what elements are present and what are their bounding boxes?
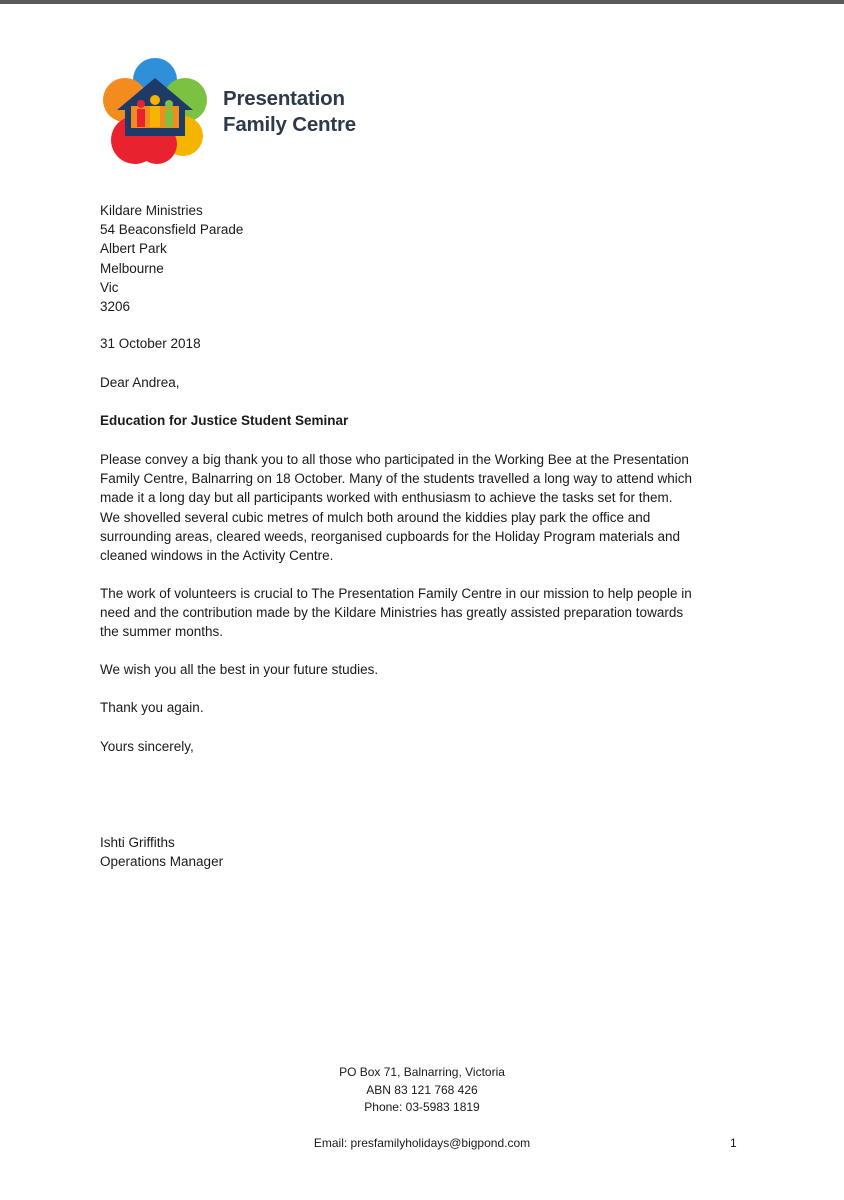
paragraph-line: Please convey a big thank you to all those who participated in the Working Bee at the Presentation [100, 452, 689, 467]
body-paragraph-2 [100, 584, 692, 642]
paragraph-line: cleaned windows in the Activity Centre. [100, 548, 334, 564]
recipient-address [100, 201, 243, 316]
address-line: Kildare Ministries [100, 203, 203, 218]
address-line: Melbourne [100, 260, 164, 276]
address-line: Albert Park [100, 241, 167, 257]
salutation: Dear Andrea, [100, 375, 180, 390]
letter-date: 31 October 2018 [100, 336, 201, 351]
paragraph-line: surrounding areas, cleared weeds, reorganised cupboards for the Holiday Program materials and [100, 528, 681, 544]
organization-name-line2: Family Centre [223, 113, 356, 136]
paragraph-line: The work of volunteers is crucial to The Presentation Family Centre in our mission to help people in [100, 586, 692, 601]
address-line: Vic [100, 279, 119, 295]
signatory-name: Ishti Griffiths [100, 835, 175, 850]
footer-address: PO Box 71, Balnarring, Victoria [339, 1065, 505, 1079]
signatory-title: Operations Manager [100, 854, 224, 870]
closing-line: Yours sincerely, [100, 739, 194, 754]
signature-block [100, 833, 223, 871]
body-paragraph-1 [100, 450, 692, 565]
page-number: 1 [730, 1136, 737, 1150]
paragraph-line: the summer months. [100, 624, 224, 640]
footer-phone: Phone: 03-5983 1819 [364, 1100, 480, 1114]
organization-name [223, 86, 356, 138]
thanks-line: Thank you again. [100, 700, 204, 715]
footer-abn: ABN 83 121 768 426 [366, 1082, 478, 1097]
organization-logo [99, 56, 211, 168]
address-line: 3206 [100, 299, 131, 315]
organization-name-line1: Presentation [223, 87, 345, 110]
footer-contact [200, 1064, 644, 1117]
address-line: 54 Beaconsfield Parade [100, 222, 244, 238]
paragraph-line: need and the contribution made by the Kildare Ministries has greatly assisted preparation towards [100, 605, 684, 621]
paragraph-line: made it a long day but all participants worked with enthusiasm to achieve the tasks set for them. [100, 490, 673, 506]
subject-line: Education for Justice Student Seminar [100, 413, 349, 428]
body-paragraph-3: We wish you all the best in your future studies. [100, 662, 379, 677]
letter-page [0, 4, 844, 1200]
paragraph-line: Family Centre, Balnarring on 18 October. Many of the students travelled a long way to attend which [100, 471, 693, 487]
footer-email: Email: presfamilyholidays@bigpond.com [313, 1136, 531, 1150]
paragraph-line: We shovelled several cubic metres of mulch both around the kiddies play park the office and [100, 509, 651, 525]
